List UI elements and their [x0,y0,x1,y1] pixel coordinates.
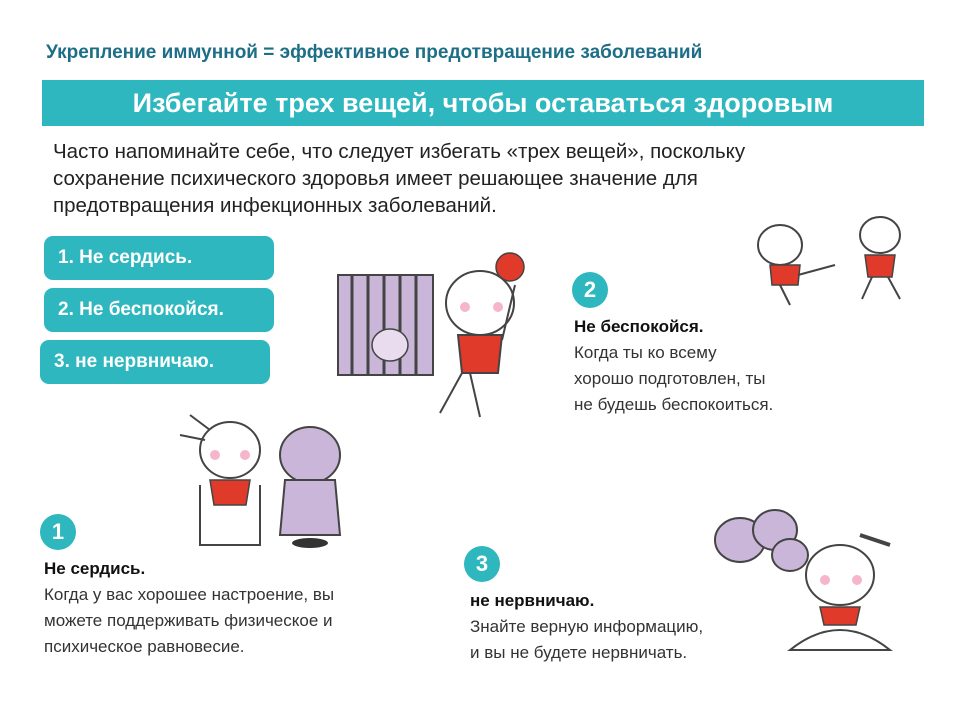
section-1-badge: 1 [40,514,76,550]
title-banner [42,80,924,126]
intro-line: Часто напоминайте себе, что следует избегать «трех вещей», поскольку [53,140,746,163]
anger-illustration [170,395,360,565]
rule-pill-1: 1. Не сердись. [44,236,274,280]
section-1-title: Не сердись. [44,559,146,578]
section-1-line: Когда у вас хорошее настроение, вы [44,585,335,604]
rule-pill-3: 3. не нервничаю. [40,340,270,384]
section-1-block [44,556,334,660]
calm-illustration [700,495,900,665]
section-2-block [574,314,773,418]
section-3-line: и вы не будете нервничать. [470,643,688,662]
intro-line: сохранение психического здоровья имеет решающее значение для [53,167,698,190]
section-1-line: можете поддерживать физическое и [44,611,333,630]
section-3-line: Знайте верную информацию, [470,617,704,636]
page-subtitle: Укрепление иммунной = эффективное предотвращение заболеваний [46,42,703,63]
section-2-line: хорошо подготовлен, ты [574,369,766,388]
section-2-title: Не беспокойся. [574,317,704,336]
exercise-illustration [740,205,920,305]
worry-illustration [330,255,550,425]
page-title: Избегайте трех вещей, чтобы оставаться здоровым [132,87,834,118]
section-2-badge: 2 [572,272,608,308]
section-3-badge: 3 [464,546,500,582]
intro-line: предотвращения инфекционных заболеваний. [53,194,497,217]
rule-pill-2: 2. Не беспокойся. [44,288,274,332]
section-1-line: психическое равновесие. [44,637,245,656]
section-2-line: не будешь беспокоиться. [574,395,774,414]
section-3-block [470,588,703,666]
section-3-title: не нервничаю. [470,591,595,610]
section-2-line: Когда ты ко всему [574,343,717,362]
